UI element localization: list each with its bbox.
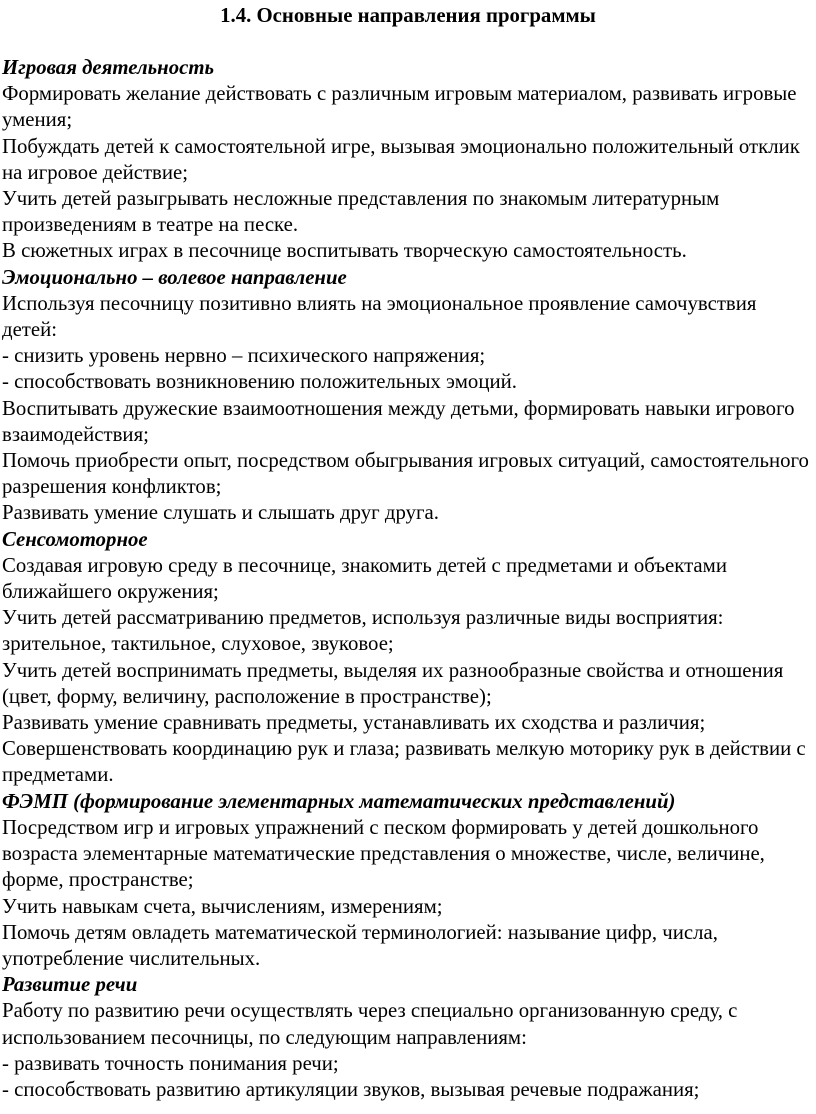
paragraph: - развивать точность понимания речи;: [2, 1051, 339, 1075]
section: [2, 789, 814, 972]
paragraph: Учить детей рассматриванию предметов, используя различные виды восприятия: зрительное, тактильное, слуховое, звуковое;: [2, 606, 724, 656]
paragraph: Учить навыкам счета, вычислениям, измерениям;: [2, 894, 443, 918]
paragraph: Используя песочницу позитивно влиять на эмоциональное проявление самочувствия детей:: [2, 291, 757, 342]
paragraph: Создавая игровую среду в песочнице, знакомить детей с предметами и объектами ближайшего окружения;: [2, 553, 727, 604]
title-spacer: [2, 29, 814, 55]
paragraph: Учить детей воспринимать предметы, выделяя их разнообразные свойства и отношения (цвет, форму, величину, расположение в пространстве);: [2, 658, 784, 708]
paragraph: Работу по развитию речи осуществлять через специально организованную среду, с использованием песочницы, по следующим направлениям:: [2, 999, 738, 1049]
paragraph: Совершенствовать координацию рук и глаза; развивать мелкую моторику рук в действии с предметами.: [2, 737, 806, 787]
section-heading: Развитие речи: [2, 973, 138, 997]
section: [2, 972, 814, 1103]
paragraph: - снизить уровень нервно – психического напряжения;: [2, 344, 486, 368]
section-heading: Игровая деятельность: [2, 56, 215, 79]
section-heading: Сенсомоторное: [2, 527, 148, 551]
paragraph: Формировать желание действовать с различным игровым материалом, развивать игровые умения;: [2, 82, 797, 132]
paragraph: Воспитывать дружеские взаимоотношения между детьми, формировать навыки игрового взаимодействия;: [2, 396, 795, 446]
paragraph: Учить детей разыгрывать несложные представления по знакомым литературным произведениям в театре на песке.: [2, 187, 720, 237]
paragraph: - способствовать развитию артикуляции звуков, вызывая речевые подражания;: [2, 1077, 700, 1101]
document-page: [2, 0, 814, 1103]
document-title: 1.4. Основные направления программы: [220, 4, 596, 27]
paragraph: В сюжетных играх в песочнице воспитывать творческую самостоятельность.: [2, 239, 687, 263]
paragraph: Развивать умение сравнивать предметы, устанавливать их сходства и различия;: [2, 711, 706, 735]
paragraph: Развивать умение слушать и слышать друг друга.: [2, 501, 439, 525]
section: [2, 55, 814, 265]
sections-container: [2, 55, 814, 1103]
section: [2, 265, 814, 527]
paragraph: Посредством игр и игровых упражнений с песком формировать у детей дошкольного возраста элементарные математические представления о множестве, числе, величине, форме, пространстве;: [2, 815, 765, 892]
section-heading: ФЭМП (формирование элементарных математических представлений): [2, 789, 676, 813]
paragraph: Побуждать детей к самостоятельной игре, вызывая эмоционально положительный отклик на игровое действие;: [2, 134, 800, 184]
section-heading: Эмоционально – волевое направление: [2, 265, 347, 289]
paragraph: - способствовать возникновению положительных эмоций.: [2, 370, 517, 394]
paragraph: Помочь приобрести опыт, посредством обыгрывания игровых ситуаций, самостоятельного разрешения конфликтов;: [2, 449, 809, 499]
paragraph: Помочь детям овладеть математической терминологией: называние цифр, числа, употребление числительных.: [2, 920, 718, 970]
section: [2, 527, 814, 789]
